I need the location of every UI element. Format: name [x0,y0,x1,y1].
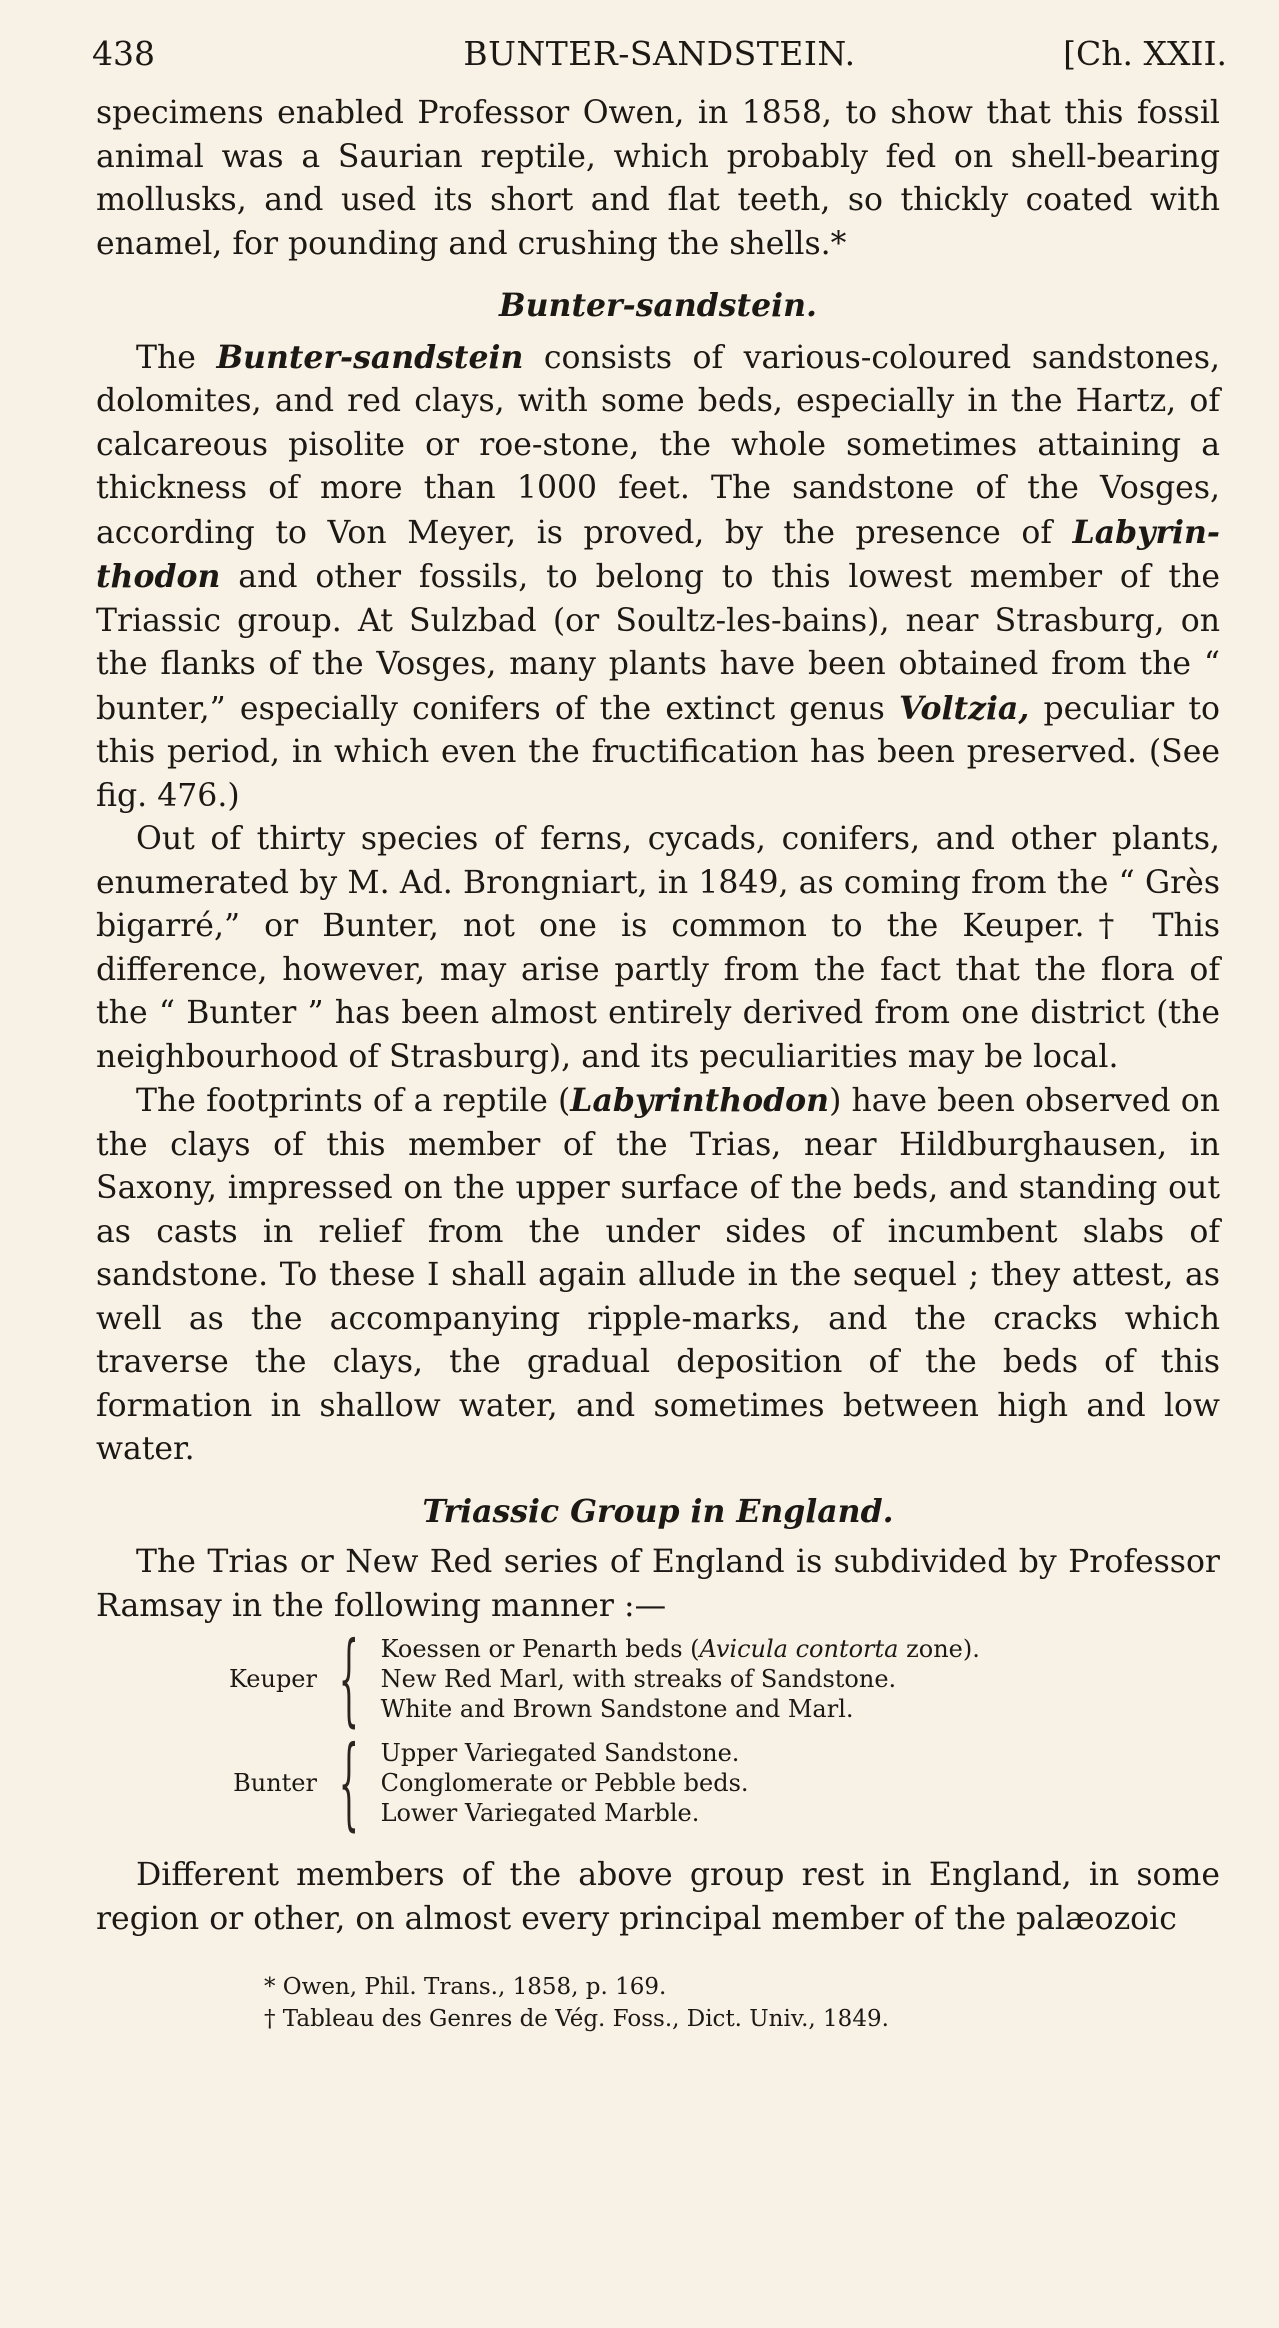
text-run: peculiar to this period, in which even the fructification has been preserved. (See fig. 476.) [96,690,1221,814]
text-run: ) have been observed on the clays of this member of the Trias, near Hildburghausen, in Saxony, impressed on the upper surface of the beds, and standing out as casts in relief from the under sides of incumbent slabs of sandstone. To these I shall again allude in the sequel ; they attest, as well as the accompanying ripple-marks, and the cracks which traverse the clays, the gradual deposition of the beds of this formation in shallow water, and sometimes between high and low water. [96,1083,1220,1467]
term-bunter-sandstein: Bunter-sandstein [216,338,524,376]
text-run: The footprints of a reptile ( [136,1083,571,1119]
stratum-item: Upper Variegated Sandstone. [380,1739,740,1767]
paragraph-plants: Out of thirty species of ferns, cycads, conifers, and other plants, enumerated by M. Ad. Brongniart, in 1849, as coming from the “ Grès bigarré,” or Bunter, not one is common to the Keuper.† This difference, however, may arise partly from the fact that the flora of the “ Bunter ” has been almost entirely derived from one district (the neighbourhood of Strasburg), and its peculiarities may be local. [96,821,1220,1075]
stratum-item: New Red Marl, with streaks of Sandstone. [380,1665,897,1693]
brace-icon: { [338,1620,359,1737]
genus-voltzia: Voltzia, [899,689,1030,727]
footnotes [264,1971,1220,2035]
page-body [96,92,1220,2035]
text-run: The [136,339,217,376]
stratum-item: Koessen or Penarth beds (Avicula contorta zone). [380,1635,980,1663]
paragraph-bunter-description [96,336,1220,819]
paragraph-closing: Different members of the above group rest in England, in some region or other, on almost every principal member of the palæozoic [96,1857,1220,1937]
chapter-label: [Ch. XXII. [1063,34,1227,73]
stratum-item: Lower Variegated Marble. [380,1799,700,1827]
text-run: and other fossils, to belong to this lowest member of the Triassic group. At Sulzbad (or Soultz-les-bains), near Strasburg, on the flanks of the Vosges, many plants have been obtained from the “ bunter,” especially conifers of the extinct genus [96,559,1220,727]
running-header [92,34,1227,78]
page-number: 438 [92,34,155,73]
footnote-owen: * Owen, Phil. Trans., 1858, p. 169. [264,1974,667,2000]
text-run: consists of various-coloured sandstones, dolomites, and red clays, with some beds, especially in the Hartz, of calcareous pisolite or roe-stone, the whole sometimes attaining a thickness of more than 1000 feet. The sandstone of the Vosges, according to Von Meyer, is proved, by the presence of [96,339,1220,551]
stratum-item: White and Brown Sandstone and Marl. [380,1695,854,1723]
running-title: BUNTER-SANDSTEIN. [463,34,856,73]
paragraph-ramsay: The Trias or New Red series of England is subdivided by Professor Ramsay in the following manner :— [96,1544,1220,1624]
section-heading-triassic: Triassic Group in England. [422,1492,894,1530]
genus-labyrinthodon: Labyrin-thodon [96,513,1220,595]
intro-paragraph: specimens enabled Professor Owen, in 1858, to show that this fossil animal was a Saurian reptile, which probably fed on shell-bearing mollusks, and used its short and flat teeth, so thickly coated with enamel, for pounding and crushing the shells.* [96,95,1220,262]
section-heading-bunter: Bunter-sandstein. [499,287,817,324]
group-name-keuper: Keuper [229,1665,317,1693]
group-name-bunter: Bunter [233,1769,317,1797]
paragraph-footprints [96,1079,1220,1472]
stratum-item: Conglomerate or Pebble beds. [380,1769,749,1797]
genus-labyrinthodon-2: Labyrinthodon [570,1082,830,1119]
strata-table [229,1620,980,1841]
footnote-tableau: † Tableau des Genres de Vég. Foss., Dict. Univ., 1849. [264,2006,889,2032]
brace-icon: { [338,1724,359,1841]
